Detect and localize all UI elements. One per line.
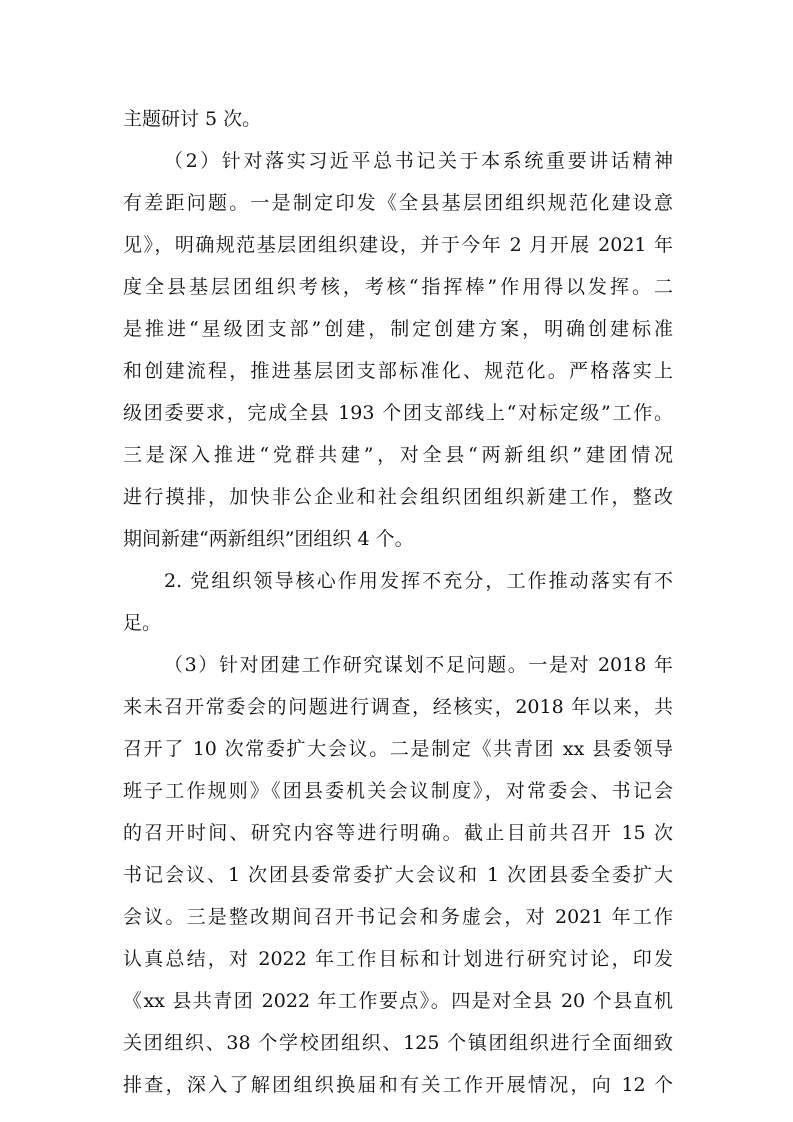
text-line: 进行摸排，加快非公企业和社会组织团组织新建工作，整改 [123, 486, 673, 508]
text-line: 来未召开常委会的问题进行调查，经核实，2018 年以来，共 [123, 696, 673, 718]
text-line: 书记会议、1 次团县委常委扩大会议和 1 次团县委全委扩大 [123, 864, 673, 886]
text-line: 关团组织、38 个学校团组织、125 个镇团组织进行全面细致 [123, 1032, 673, 1054]
text-line: 三是深入推进“党群共建”，对全县“两新组织”建团情况 [123, 444, 673, 466]
text-line: 认真总结，对 2022 年工作目标和计划进行研究讨论，印发 [123, 948, 673, 970]
text-line: 是推进“星级团支部”创建，制定创建方案，明确创建标准 [123, 318, 673, 340]
text-line: 召开了 10 次常委扩大会议。二是制定《共青团 xx 县委领导 [123, 738, 673, 760]
text-line: 有差距问题。一是制定印发《全县基层团组织规范化建设意 [123, 192, 673, 214]
text-line: 班子工作规则》《团县委机关会议制度》，对常委会、书记会 [123, 780, 673, 802]
text-line: 《xx 县共青团 2022 年工作要点》。四是对全县 20 个县直机 [123, 990, 673, 1012]
text-line: 2. 党组织领导核心作用发挥不充分，工作推动落实有不 [164, 570, 673, 592]
text-line: 度全县基层团组织考核，考核“指挥棒”作用得以发挥。二 [123, 276, 673, 298]
text-line: 和创建流程，推进基层团支部标准化、规范化。严格落实上 [123, 360, 673, 382]
text-line: 期间新建“两新组织”团组织 4 个。 [123, 528, 414, 550]
text-line: 主题研讨 5 次。 [123, 108, 262, 130]
text-line: 见》，明确规范基层团组织建设，并于今年 2 月开展 2021 年 [123, 234, 673, 256]
text-line: 足。 [123, 612, 162, 634]
text-line: 级团委要求，完成全县 193 个团支部线上“对标定级”工作。 [123, 402, 673, 424]
text-line: （3）针对团建工作研究谋划不足问题。一是对 2018 年 [164, 654, 673, 676]
text-line: 排查，深入了解团组织换届和有关工作开展情况，向 12 个 [123, 1074, 673, 1096]
text-line: 会议。三是整改期间召开书记会和务虚会，对 2021 年工作 [123, 906, 673, 928]
text-line: 的召开时间、研究内容等进行明确。截止目前共召开 15 次 [123, 822, 673, 844]
text-line: （2）针对落实习近平总书记关于本系统重要讲话精神 [164, 150, 673, 172]
